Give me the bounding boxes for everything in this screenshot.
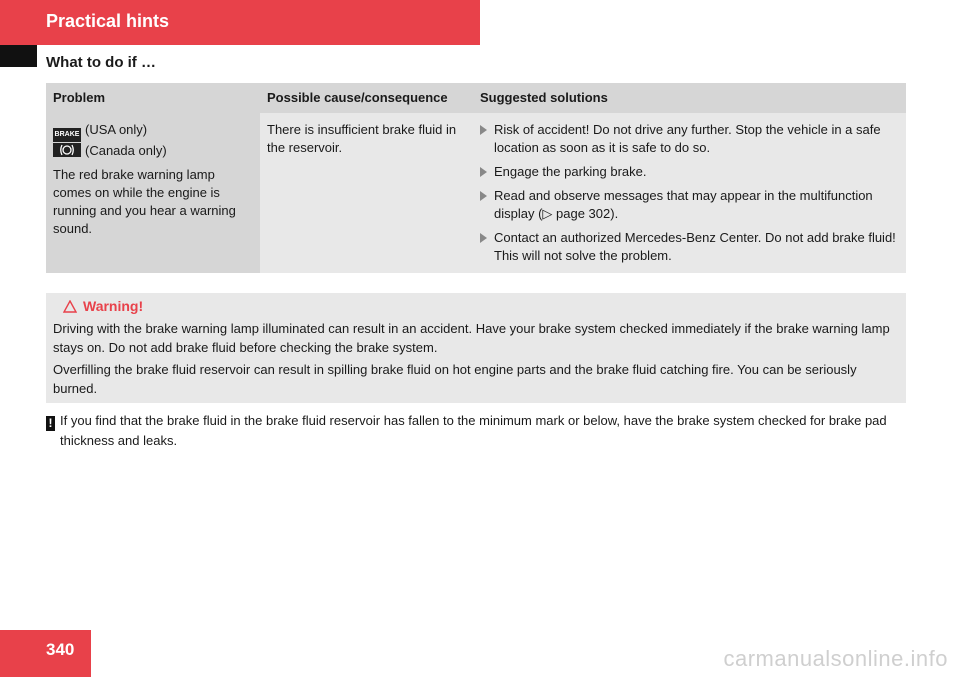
lamp-usa-label: (USA only) bbox=[85, 122, 148, 137]
table-header-row bbox=[46, 83, 906, 113]
watermark: carmanualsonline.info bbox=[723, 646, 948, 671]
solution-text: Read and observe messages that may appear in the multifunction display (▷ page 302). bbox=[494, 188, 873, 221]
arrow-right-icon bbox=[480, 191, 487, 201]
cell-cause bbox=[260, 113, 473, 273]
arrow-right-icon bbox=[480, 167, 487, 177]
list-item bbox=[480, 121, 899, 157]
arrow-right-icon bbox=[480, 233, 487, 243]
cause-text: There is insufficient brake fluid in the reservoir. bbox=[267, 122, 457, 155]
problem-description: The red brake warning lamp comes on while the engine is running and you hear a warning sound. bbox=[53, 167, 236, 236]
warning-title: Warning! bbox=[83, 298, 144, 314]
cell-problem bbox=[46, 113, 260, 273]
header-cause: Possible cause/consequence bbox=[260, 83, 473, 113]
warning-paragraph: Overfilling the brake fluid reservoir can result in spilling brake fluid on hot engine parts and the brake fluid catching fire. You can be seriously burned. bbox=[53, 362, 857, 396]
warning-box bbox=[46, 293, 906, 403]
page-number: 340 bbox=[46, 640, 75, 659]
section-tab-marker bbox=[0, 45, 37, 67]
solution-text: Engage the parking brake. bbox=[494, 164, 647, 179]
lamp-canada-label: (Canada only) bbox=[85, 143, 167, 158]
lamp-usa-line bbox=[53, 121, 253, 142]
cell-solutions bbox=[473, 113, 906, 273]
brake-warning-lamp-icon: BRAKE bbox=[53, 128, 81, 142]
list-item bbox=[480, 187, 899, 223]
brake-circle-lamp-icon bbox=[53, 143, 81, 157]
section-title: What to do if … bbox=[46, 54, 156, 71]
header-problem: Problem bbox=[46, 83, 260, 113]
header-solutions: Suggested solutions bbox=[473, 83, 906, 113]
arrow-right-icon bbox=[480, 125, 487, 135]
warning-heading bbox=[63, 297, 899, 316]
note bbox=[46, 411, 920, 450]
list-item bbox=[480, 163, 899, 181]
warning-paragraph: Driving with the brake warning lamp illuminated can result in an accident. Have your brake system checked immediately if the brake warning lamp stays on. Do not add brake fluid before checking the brake system. bbox=[53, 321, 890, 355]
solution-text: Risk of accident! Do not drive any further. Stop the vehicle in a safe location as soon as it is safe to do so. bbox=[494, 122, 881, 155]
lamp-canada-line bbox=[53, 142, 253, 160]
warning-triangle-icon bbox=[63, 300, 77, 313]
note-text: If you find that the brake fluid in the brake fluid reservoir has fallen to the minimum mark or below, have the brake system checked for brake pad thickness and leaks. bbox=[60, 413, 887, 448]
list-item bbox=[480, 229, 899, 265]
table-row bbox=[46, 113, 906, 273]
page-header-title: Practical hints bbox=[46, 11, 170, 31]
troubleshooting-table bbox=[46, 83, 906, 273]
solution-text: Contact an authorized Mercedes-Benz Center. Do not add brake fluid! This will not solve the problem. bbox=[494, 230, 896, 263]
exclamation-icon: ! bbox=[46, 416, 55, 431]
